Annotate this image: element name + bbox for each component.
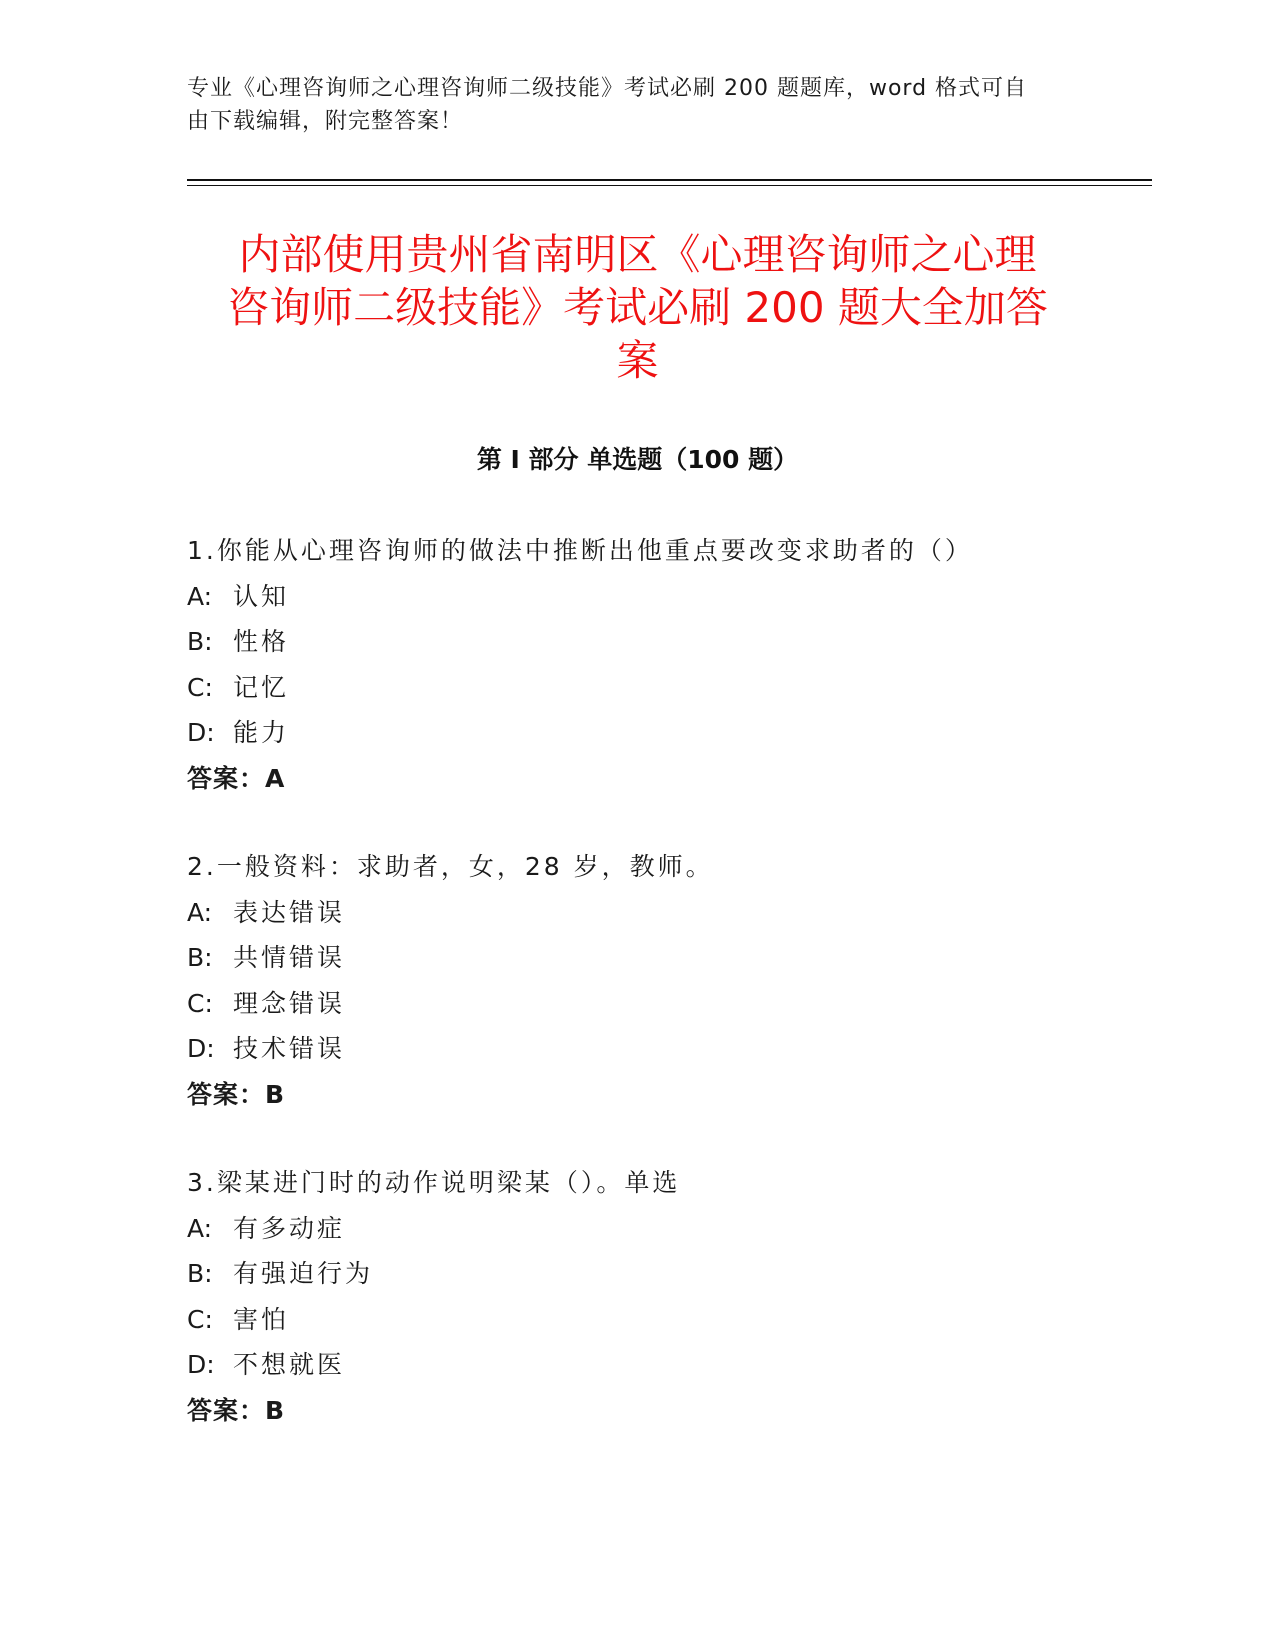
option-a [187,890,1147,936]
option-text: 有多动症 [233,1213,346,1243]
option-text: 性格 [233,627,290,656]
option-d [187,1026,1147,1072]
option-text: 能力 [233,718,290,747]
option-key: B: [187,943,213,972]
question-item [187,844,1147,1117]
section-heading: 第 I 部分 单选题（100 题） [476,445,799,474]
question-stem: 3.梁某进门时的动作说明梁某（）。单选 [187,1168,681,1197]
header-note-line: 由下载编辑，附完整答案！ [187,109,464,134]
option-text: 理念错误 [233,988,346,1018]
header-note-line: 专业《心理咨询师之心理咨询师二级技能》考试必刷 200 题题库，word 格式可自 [187,76,1028,101]
option-text: 不想就医 [233,1350,346,1379]
header-divider [187,179,1152,181]
option-key: D: [187,1034,215,1063]
header-divider-thin [187,185,1152,186]
option-key: D: [187,718,215,747]
option-text: 认知 [233,581,290,611]
option-text: 害怕 [233,1304,290,1334]
option-b [187,1251,1147,1297]
header-note [187,72,1067,138]
option-c [187,981,1147,1027]
question-stem: 1.你能从心理咨询师的做法中推断出他重点要改变求助者的（） [187,536,973,565]
answer-line: 答案：B [187,1079,286,1109]
option-text: 共情错误 [233,943,346,972]
question-item [187,1160,1147,1433]
document-title [150,228,1125,387]
option-key: C: [187,988,213,1018]
option-key: A: [187,897,213,927]
title-line: 案 [616,336,659,385]
answer-line: 答案：B [187,1395,286,1425]
question-item [187,528,1147,801]
option-key: B: [187,627,213,656]
option-key: D: [187,1350,215,1379]
option-a [187,574,1147,620]
option-key: B: [187,1259,213,1288]
question-stem: 2.一般资料：求助者，女，28 岁，教师。 [187,852,714,881]
option-text: 记忆 [233,672,290,702]
option-d [187,710,1147,756]
title-line: 内部使用贵州省南明区《心理咨询师之心理 [238,230,1037,279]
option-key: C: [187,672,213,702]
option-c [187,1297,1147,1343]
option-a [187,1206,1147,1252]
option-key: C: [187,1304,213,1334]
title-line: 咨询师二级技能》考试必刷 200 题大全加答 [227,283,1048,332]
option-d [187,1342,1147,1388]
option-b [187,935,1147,981]
option-text: 技术错误 [233,1034,346,1063]
question-list [187,528,1147,1476]
option-key: A: [187,581,213,611]
option-text: 表达错误 [233,897,346,927]
option-key: A: [187,1213,213,1243]
option-b [187,619,1147,665]
answer-line: 答案：A [187,763,286,793]
option-text: 有强迫行为 [233,1259,374,1288]
option-c [187,665,1147,711]
